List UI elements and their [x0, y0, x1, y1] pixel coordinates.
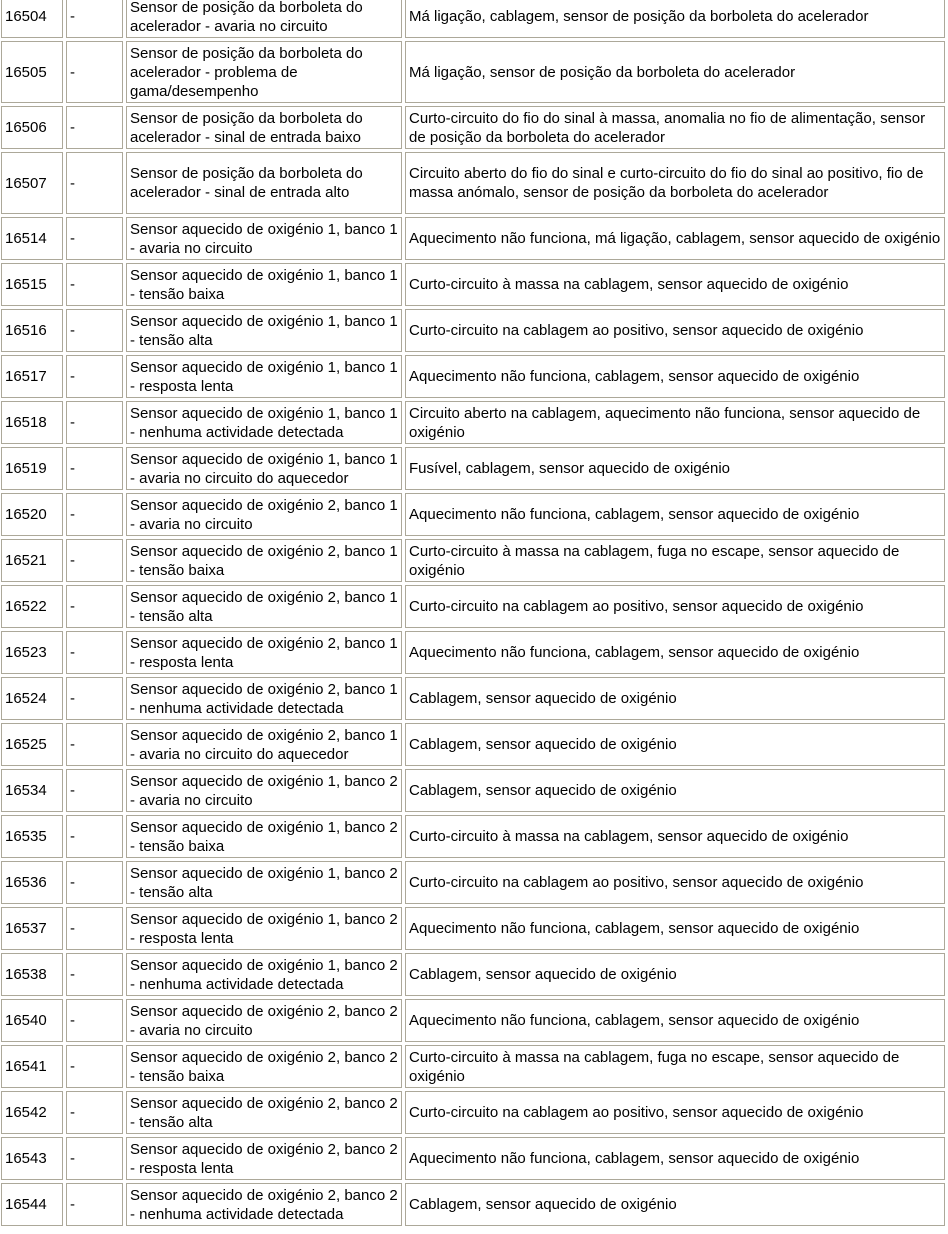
cause-cell: Circuito aberto na cablagem, aquecimento não funciona, sensor aquecido de oxigénio: [405, 401, 945, 444]
sub-code-cell: -: [66, 309, 123, 352]
table-row: [1, 815, 945, 858]
description-cell: Sensor aquecido de oxigénio 1, banco 2 - tensão alta: [126, 861, 402, 904]
fault-code-cell: 16534: [1, 769, 63, 812]
fault-code-cell: 16544: [1, 1183, 63, 1226]
cause-cell: Cablagem, sensor aquecido de oxigénio: [405, 677, 945, 720]
table-row: [1, 41, 945, 103]
fault-code-cell: 16506: [1, 106, 63, 149]
sub-code-cell: -: [66, 907, 123, 950]
fault-code-cell: 16543: [1, 1137, 63, 1180]
description-cell: Sensor de posição da borboleta do acelerador - avaria no circuito: [126, 0, 402, 38]
sub-code-cell: -: [66, 539, 123, 582]
description-cell: Sensor aquecido de oxigénio 1, banco 2 - nenhuma actividade detectada: [126, 953, 402, 996]
table-row: [1, 217, 945, 260]
fault-code-cell: 16540: [1, 999, 63, 1042]
description-cell: Sensor de posição da borboleta do acelerador - problema de gama/desempenho: [126, 41, 402, 103]
table-row: [1, 355, 945, 398]
table-row: [1, 631, 945, 674]
fault-code-cell: 16504: [1, 0, 63, 38]
fault-code-cell: 16516: [1, 309, 63, 352]
description-cell: Sensor aquecido de oxigénio 1, banco 2 - resposta lenta: [126, 907, 402, 950]
fault-code-cell: 16521: [1, 539, 63, 582]
sub-code-cell: -: [66, 953, 123, 996]
description-cell: Sensor aquecido de oxigénio 2, banco 1 - avaria no circuito do aquecedor: [126, 723, 402, 766]
table-row: [1, 263, 945, 306]
table-row: [1, 585, 945, 628]
description-cell: Sensor aquecido de oxigénio 2, banco 2 - tensão alta: [126, 1091, 402, 1134]
fault-code-cell: 16514: [1, 217, 63, 260]
cause-cell: Má ligação, sensor de posição da borboleta do acelerador: [405, 41, 945, 103]
fault-code-cell: 16535: [1, 815, 63, 858]
description-cell: Sensor aquecido de oxigénio 1, banco 1 - tensão alta: [126, 309, 402, 352]
table-row: [1, 861, 945, 904]
cause-cell: Aquecimento não funciona, cablagem, sensor aquecido de oxigénio: [405, 631, 945, 674]
sub-code-cell: -: [66, 631, 123, 674]
cause-cell: Aquecimento não funciona, cablagem, sensor aquecido de oxigénio: [405, 355, 945, 398]
sub-code-cell: -: [66, 723, 123, 766]
sub-code-cell: -: [66, 152, 123, 214]
sub-code-cell: -: [66, 769, 123, 812]
table-row: [1, 953, 945, 996]
sub-code-cell: -: [66, 263, 123, 306]
fault-code-cell: 16520: [1, 493, 63, 536]
table-row: [1, 152, 945, 214]
table-row: [1, 106, 945, 149]
cause-cell: Cablagem, sensor aquecido de oxigénio: [405, 1183, 945, 1226]
description-cell: Sensor aquecido de oxigénio 2, banco 1 - avaria no circuito: [126, 493, 402, 536]
sub-code-cell: -: [66, 815, 123, 858]
table-row: [1, 539, 945, 582]
sub-code-cell: -: [66, 1183, 123, 1226]
description-cell: Sensor aquecido de oxigénio 2, banco 1 - resposta lenta: [126, 631, 402, 674]
sub-code-cell: -: [66, 999, 123, 1042]
fault-code-cell: 16523: [1, 631, 63, 674]
description-cell: Sensor aquecido de oxigénio 2, banco 2 - resposta lenta: [126, 1137, 402, 1180]
description-cell: Sensor aquecido de oxigénio 1, banco 1 - tensão baixa: [126, 263, 402, 306]
cause-cell: Cablagem, sensor aquecido de oxigénio: [405, 769, 945, 812]
table-row: [1, 493, 945, 536]
fault-code-cell: 16518: [1, 401, 63, 444]
fault-code-cell: 16541: [1, 1045, 63, 1088]
table-row: [1, 0, 945, 38]
cause-cell: Curto-circuito à massa na cablagem, fuga no escape, sensor aquecido de oxigénio: [405, 539, 945, 582]
description-cell: Sensor aquecido de oxigénio 1, banco 2 - avaria no circuito: [126, 769, 402, 812]
cause-cell: Cablagem, sensor aquecido de oxigénio: [405, 953, 945, 996]
fault-code-cell: 16524: [1, 677, 63, 720]
fault-code-cell: 16542: [1, 1091, 63, 1134]
fault-code-cell: 16505: [1, 41, 63, 103]
cause-cell: Má ligação, cablagem, sensor de posição da borboleta do acelerador: [405, 0, 945, 38]
table-row: [1, 447, 945, 490]
fault-code-cell: 16537: [1, 907, 63, 950]
sub-code-cell: -: [66, 106, 123, 149]
table-row: [1, 401, 945, 444]
sub-code-cell: -: [66, 355, 123, 398]
cause-cell: Aquecimento não funciona, cablagem, sensor aquecido de oxigénio: [405, 999, 945, 1042]
cause-cell: Aquecimento não funciona, cablagem, sensor aquecido de oxigénio: [405, 907, 945, 950]
description-cell: Sensor de posição da borboleta do acelerador - sinal de entrada alto: [126, 152, 402, 214]
description-cell: Sensor aquecido de oxigénio 1, banco 1 - avaria no circuito do aquecedor: [126, 447, 402, 490]
fault-code-cell: 16522: [1, 585, 63, 628]
table-row: [1, 1091, 945, 1134]
fault-code-cell: 16536: [1, 861, 63, 904]
cause-cell: Curto-circuito na cablagem ao positivo, sensor aquecido de oxigénio: [405, 1091, 945, 1134]
cause-cell: Fusível, cablagem, sensor aquecido de oxigénio: [405, 447, 945, 490]
description-cell: Sensor aquecido de oxigénio 2, banco 1 - tensão baixa: [126, 539, 402, 582]
cause-cell: Aquecimento não funciona, cablagem, sensor aquecido de oxigénio: [405, 493, 945, 536]
fault-code-cell: 16515: [1, 263, 63, 306]
sub-code-cell: -: [66, 677, 123, 720]
cause-cell: Curto-circuito à massa na cablagem, sensor aquecido de oxigénio: [405, 263, 945, 306]
description-cell: Sensor aquecido de oxigénio 1, banco 1 - nenhuma actividade detectada: [126, 401, 402, 444]
cause-cell: Curto-circuito na cablagem ao positivo, sensor aquecido de oxigénio: [405, 309, 945, 352]
fault-code-cell: 16538: [1, 953, 63, 996]
sub-code-cell: -: [66, 0, 123, 38]
sub-code-cell: -: [66, 447, 123, 490]
fault-code-cell: 16517: [1, 355, 63, 398]
table-row: [1, 1137, 945, 1180]
table-row: [1, 1045, 945, 1088]
description-cell: Sensor aquecido de oxigénio 2, banco 2 - tensão baixa: [126, 1045, 402, 1088]
sub-code-cell: -: [66, 1045, 123, 1088]
description-cell: Sensor aquecido de oxigénio 1, banco 1 - avaria no circuito: [126, 217, 402, 260]
table-row: [1, 907, 945, 950]
sub-code-cell: -: [66, 217, 123, 260]
cause-cell: Aquecimento não funciona, cablagem, sensor aquecido de oxigénio: [405, 1137, 945, 1180]
sub-code-cell: -: [66, 585, 123, 628]
table-row: [1, 769, 945, 812]
cause-cell: Aquecimento não funciona, má ligação, cablagem, sensor aquecido de oxigénio: [405, 217, 945, 260]
fault-code-cell: 16507: [1, 152, 63, 214]
sub-code-cell: -: [66, 401, 123, 444]
fault-code-cell: 16525: [1, 723, 63, 766]
cause-cell: Cablagem, sensor aquecido de oxigénio: [405, 723, 945, 766]
description-cell: Sensor aquecido de oxigénio 2, banco 1 - tensão alta: [126, 585, 402, 628]
sub-code-cell: -: [66, 41, 123, 103]
description-cell: Sensor de posição da borboleta do acelerador - sinal de entrada baixo: [126, 106, 402, 149]
table-row: [1, 723, 945, 766]
description-cell: Sensor aquecido de oxigénio 2, banco 2 - nenhuma actividade detectada: [126, 1183, 402, 1226]
description-cell: Sensor aquecido de oxigénio 1, banco 2 - tensão baixa: [126, 815, 402, 858]
fault-code-cell: 16519: [1, 447, 63, 490]
description-cell: Sensor aquecido de oxigénio 2, banco 2 - avaria no circuito: [126, 999, 402, 1042]
description-cell: Sensor aquecido de oxigénio 1, banco 1 - resposta lenta: [126, 355, 402, 398]
cause-cell: Curto-circuito à massa na cablagem, sensor aquecido de oxigénio: [405, 815, 945, 858]
sub-code-cell: -: [66, 1091, 123, 1134]
table-row: [1, 999, 945, 1042]
description-cell: Sensor aquecido de oxigénio 2, banco 1 - nenhuma actividade detectada: [126, 677, 402, 720]
sub-code-cell: -: [66, 1137, 123, 1180]
cause-cell: Curto-circuito na cablagem ao positivo, sensor aquecido de oxigénio: [405, 861, 945, 904]
sub-code-cell: -: [66, 861, 123, 904]
table-row: [1, 1183, 945, 1226]
cause-cell: Curto-circuito na cablagem ao positivo, sensor aquecido de oxigénio: [405, 585, 945, 628]
cause-cell: Circuito aberto do fio do sinal e curto-circuito do fio do sinal ao positivo, fio de massa anómalo, sensor de posição da borboleta do acelerador: [405, 152, 945, 214]
table-row: [1, 309, 945, 352]
sub-code-cell: -: [66, 493, 123, 536]
cause-cell: Curto-circuito à massa na cablagem, fuga no escape, sensor aquecido de oxigénio: [405, 1045, 945, 1088]
table-row: [1, 677, 945, 720]
cause-cell: Curto-circuito do fio do sinal à massa, anomalia no fio de alimentação, sensor de posição da borboleta do acelerador: [405, 106, 945, 149]
